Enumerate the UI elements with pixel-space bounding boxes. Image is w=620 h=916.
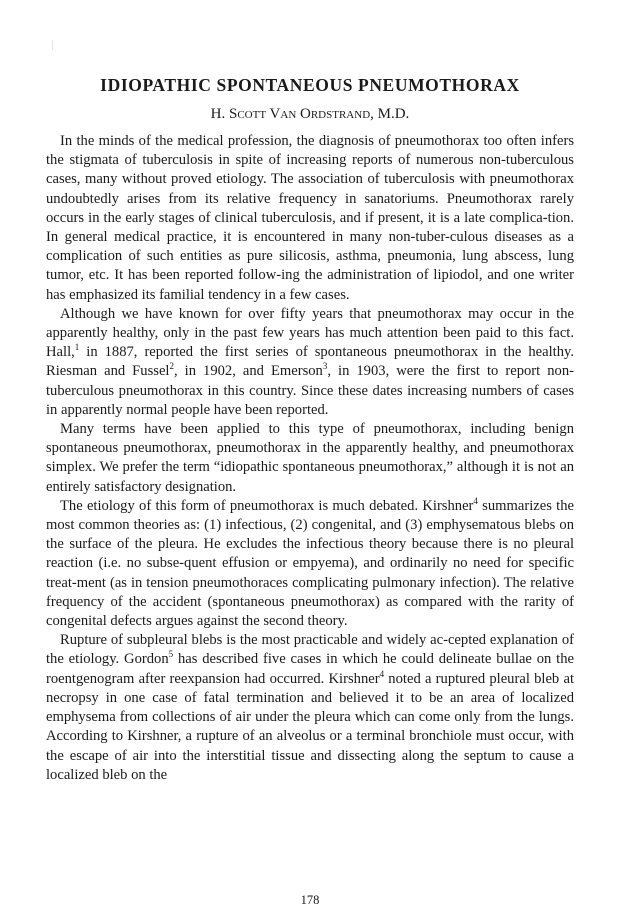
page-number: 178 <box>300 893 320 907</box>
reference-superscript: 1 <box>74 342 80 353</box>
paragraph-text: In the minds of the medical profession, the diagnosis of pneumothorax too often infers the stigmata of tuberculosis in spite of increasing reports of numerous non-tuberculous cases, many without proved etiology. The association of tuberculosis with pneumothorax undoubtedly arises from its relative frequency in sanatoriums. Pneumothorax rarely occurs in the early stages of clinical tuberculosis, and if present, it is a late complica-tion. In general medical practice, it is encountered in many non-tuber-culous diseases as a complication of such entities as pure silicosis, asthma, pneumonia, lung abscess, lung tumor, etc. It has been reported follow-ing the administration of lipiodol, and one writer has emphasized its familial tendency in a few cases. <box>46 133 574 303</box>
author-name: H. Scott Van Ordstrand <box>210 106 371 122</box>
paragraph-text: Although we have known for over fifty years that pneumothorax may occur in the apparently healthy, only in the past few years has much attention been paid to this fact. Hall, <box>46 305 574 361</box>
body-paragraph <box>46 305 574 420</box>
reference-superscript: 2 <box>169 361 174 372</box>
reference-superscript: 3 <box>322 361 328 372</box>
paragraph-text: Many terms have been applied to this type of pneumothorax, including benign spontaneous pneumothorax, pneumothorax in the apparently healthy, and pneumothorax simplex. We prefer the term “idiopathic spontaneous pneumothorax,” although it is not an entirely satisfactory designation. <box>46 421 574 495</box>
body-paragraph <box>46 132 574 305</box>
margin-mark <box>52 40 53 50</box>
paragraph-text: , in 1903, were the first to report non-tuberculous pneumothorax in this country. Since these dates increasing numbers of cases in apparently normal people have been reported. <box>46 363 574 418</box>
author-line <box>46 104 574 124</box>
reference-superscript: 5 <box>168 649 174 660</box>
body-paragraph <box>46 497 574 631</box>
paragraph-text: noted a ruptured pleural bleb at necropsy in one case of fatal termination and believed it to be an area of localized emphysema from collections of air under the pleura which can come only from the lungs. According to Kirshner, a rupture of an alveolus or a terminal bronchiole must occur, with the escape of air into the interstitial tissue and dissecting along the septum to cause a localized bleb on the <box>46 670 574 783</box>
paragraph-text: The etiology of this form of pneumothorax is much debated. Kirshner <box>60 497 474 514</box>
page-body <box>46 74 574 785</box>
paragraph-text: summarizes the most common theories as: (1) infectious, (2) congenital, and (3) emphysematous blebs on the surface of the pleura. He excludes the infectious theory because there is no pleural reaction (i.e. no subse-quent effusion or empyema), and ordinarily no need for specific treat-ment (as in tension pneumothoraces complicating pulmonary infection). The relative frequency of the accident (spontaneous pneumothorax) as compared with the rarity of congenital defects argues against the second theory. <box>46 497 574 630</box>
reference-superscript: 4 <box>379 668 385 679</box>
paragraph-text: in 1887, reported the first series of spontaneous pneumothorax in the healthy. Riesman and Fussel <box>46 344 574 380</box>
article-title: IDIOPATHIC SPONTANEOUS PNEUMOTHORAX <box>100 75 520 95</box>
body-paragraph <box>46 420 574 497</box>
paragraph-text: Rupture of subpleural blebs is the most practicable and widely ac-cepted explanation of the etiology. Gordon <box>46 632 574 668</box>
author-degree: , M.D. <box>370 106 410 122</box>
paragraph-text: has described five cases in which he could delineate bullae on the roentgenogram after reexpansion had occurred. Kirshner <box>46 651 574 687</box>
reference-superscript: 4 <box>473 496 478 506</box>
body-text <box>46 132 574 785</box>
paragraph-text: , in 1902, and Emerson <box>173 363 323 380</box>
body-paragraph <box>46 631 574 785</box>
